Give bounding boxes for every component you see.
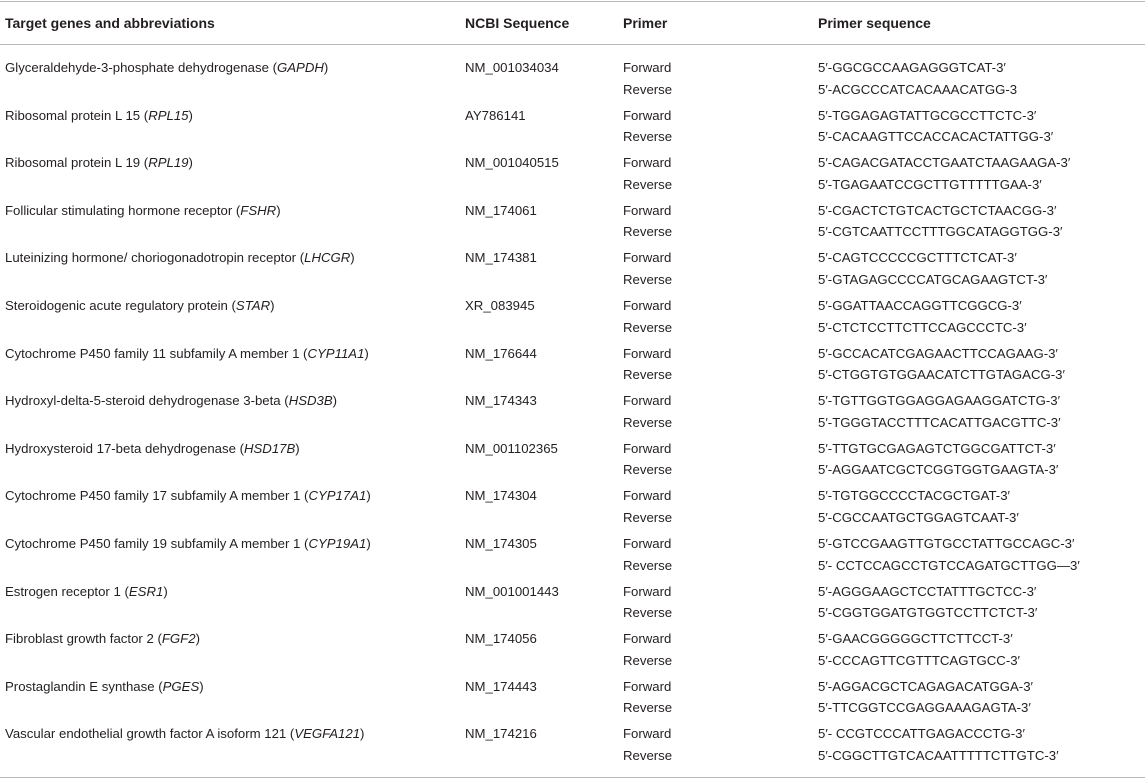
gene-full-name: Cytochrome P450 family 19 subfamily A member 1 ( — [5, 536, 309, 551]
gene-name — [5, 677, 204, 697]
primer-reverse-label: Reverse — [623, 224, 673, 240]
primer-reverse-label: Reverse — [623, 462, 673, 478]
gene-full-name: Ribosomal protein L 19 ( — [5, 155, 149, 171]
primer-forward-label: Forward — [623, 440, 672, 456]
gene-abbreviation: HSD3B — [288, 393, 333, 409]
primer-forward-label: Forward — [623, 298, 672, 313]
gene-full-name: Steroidogenic acute regulatory protein ( — [5, 298, 236, 313]
gene-name-close: ) — [332, 393, 338, 409]
table-row — [0, 439, 1145, 487]
table-row — [0, 629, 1145, 677]
reverse-primer-sequence: 5′-CACAAGTTCCACCACACTATTGG-3′ — [818, 129, 1054, 145]
gene-name-close: ) — [199, 678, 204, 694]
primer-forward-label: Forward — [623, 345, 672, 361]
table-row — [0, 153, 1145, 201]
gene-full-name: Cytochrome P450 family 11 subfamily A member 1 ( — [5, 345, 308, 361]
primer-forward-label: Forward — [623, 583, 672, 599]
header-primer: Primer — [623, 15, 668, 31]
primer-forward-label: Forward — [623, 393, 672, 409]
gene-full-name: Luteinizing hormone/ choriogonadotropin receptor ( — [5, 250, 305, 266]
primer-forward-label: Forward — [623, 488, 672, 504]
table-header-rule — [0, 44, 1145, 45]
primer-forward-label: Forward — [623, 60, 672, 75]
gene-full-name: Fibroblast growth factor 2 ( — [5, 631, 162, 647]
forward-primer-sequence: 5′-CGACTCTGTCACTGCTCTAACGG-3′ — [818, 202, 1057, 218]
gene-name — [5, 58, 328, 78]
ncbi-accession: XR_083945 — [465, 298, 535, 313]
table-row — [0, 248, 1145, 296]
gene-abbreviation: ESR1 — [128, 583, 164, 599]
gene-name — [5, 534, 371, 554]
forward-primer-sequence: 5′-TGTTGGTGGAGGAGAAGGATCTG-3′ — [818, 393, 1061, 409]
gene-name — [5, 582, 168, 602]
forward-primer-sequence: 5′-GAACGGGGGCTTCTTCCT-3′ — [818, 631, 1013, 647]
ncbi-accession: NM_001102365 — [465, 440, 558, 456]
ncbi-accession: NM_174056 — [465, 631, 537, 647]
primer-forward-label: Forward — [623, 631, 672, 647]
gene-name — [5, 724, 364, 744]
primer-reverse-label: Reverse — [623, 652, 673, 668]
header-target-genes: Target genes and abbreviations — [5, 15, 215, 31]
ncbi-accession: NM_174216 — [465, 726, 537, 742]
reverse-primer-sequence: 5′-CGCCAATGCTGGAGTCAAT-3′ — [818, 509, 1019, 525]
gene-name-close: ) — [188, 155, 193, 171]
reverse-primer-sequence: 5′-CCCAGTTCGTTTCAGTGCC-3′ — [818, 652, 1021, 668]
table-row — [0, 391, 1145, 439]
gene-full-name: Hydroxyl-delta-5-steroid dehydrogenase 3-beta ( — [5, 393, 289, 409]
gene-full-name: Vascular endothelial growth factor A isoform 121 ( — [5, 726, 295, 742]
gene-abbreviation: HSD17B — [243, 440, 296, 456]
table-top-rule — [0, 1, 1145, 2]
gene-name — [5, 344, 369, 364]
forward-primer-sequence: 5′-CAGTCCCCCGCTTTCTCAT-3′ — [818, 250, 1017, 266]
gene-name-close: ) — [360, 726, 365, 742]
forward-primer-sequence: 5′- CCGTCCCATTGAGACCCTG-3′ — [818, 726, 1025, 742]
forward-primer-sequence: 5′-GCCACATCGAGAACTTCCAGAAG-3′ — [818, 345, 1058, 361]
ncbi-accession: NM_174304 — [465, 488, 537, 504]
gene-name — [5, 486, 371, 506]
primer-forward-label: Forward — [623, 107, 672, 123]
gene-name-close: ) — [366, 488, 371, 504]
ncbi-accession: NM_001040515 — [465, 155, 559, 171]
gene-name-close: ) — [350, 250, 355, 266]
primer-reverse-label: Reverse — [623, 81, 673, 97]
gene-name-close: ) — [163, 583, 168, 599]
header-primer-sequence: Primer sequence — [818, 15, 931, 31]
gene-name — [5, 296, 275, 316]
gene-abbreviation: VEGFA121 — [294, 726, 361, 742]
gene-full-name: Hydroxysteroid 17-beta dehydrogenase ( — [5, 440, 244, 456]
primer-reverse-label: Reverse — [623, 605, 673, 621]
primer-reverse-label: Reverse — [623, 509, 673, 525]
gene-name — [5, 153, 193, 173]
gene-name-close: ) — [188, 107, 193, 123]
ncbi-accession: NM_174343 — [465, 393, 537, 409]
forward-primer-sequence: 5′-TGGAGAGTATTGCGCCTTCTC-3′ — [818, 107, 1037, 123]
reverse-primer-sequence: 5′-TGAGAATCCGCTTGTTTTTGAA-3′ — [818, 176, 1042, 192]
primer-reverse-label: Reverse — [623, 557, 673, 573]
gene-abbreviation: CYP11A1 — [307, 345, 365, 361]
table-row — [0, 201, 1145, 249]
gene-name-close: ) — [270, 298, 275, 313]
gene-abbreviation: LHCGR — [304, 250, 351, 266]
primer-reverse-label: Reverse — [623, 176, 673, 192]
table-row — [0, 582, 1145, 630]
reverse-primer-sequence: 5′-CGGTGGATGTGGTCCTTCTCT-3′ — [818, 605, 1038, 621]
primer-forward-label: Forward — [623, 536, 672, 551]
gene-name-close: ) — [295, 440, 300, 456]
gene-full-name: Follicular stimulating hormone receptor ( — [5, 202, 241, 218]
reverse-primer-sequence: 5′-CGGCTTGTCACAATTTTTCTTGTC-3′ — [818, 747, 1059, 763]
primer-reverse-label: Reverse — [623, 319, 673, 335]
primer-forward-label: Forward — [623, 155, 672, 171]
ncbi-accession: NM_176644 — [465, 345, 537, 361]
forward-primer-sequence: 5′-GGCGCCAAGAGGGTCAT-3′ — [818, 60, 1006, 75]
reverse-primer-sequence: 5′-TGGGTACCTTTCACATTGACGTTC-3′ — [818, 414, 1061, 430]
gene-name-close: ) — [364, 345, 369, 361]
ncbi-accession: NM_174061 — [465, 202, 537, 218]
gene-full-name: Glyceraldehyde-3-phosphate dehydrogenase ( — [5, 60, 277, 75]
forward-primer-sequence: 5′-AGGACGCTCAGAGACATGGA-3′ — [818, 678, 1033, 694]
gene-full-name: Prostaglandin E synthase ( — [5, 678, 163, 694]
gene-abbreviation: FGF2 — [161, 631, 196, 647]
gene-name-close: ) — [366, 536, 371, 551]
forward-primer-sequence: 5′-TGTGGCCCCTACGCTGAT-3′ — [818, 488, 1011, 504]
table-row — [0, 106, 1145, 154]
reverse-primer-sequence: 5′-GTAGAGCCCCATGCAGAAGTCT-3′ — [818, 271, 1048, 287]
ncbi-accession: AY786141 — [465, 107, 526, 123]
gene-name — [5, 629, 200, 649]
table-row — [0, 724, 1145, 772]
reverse-primer-sequence: 5′-TTCGGTCCGAGGAAAGAGTA-3′ — [818, 700, 1031, 716]
forward-primer-sequence: 5′-TTGTGCGAGAGTCTGGCGATTCT-3′ — [818, 440, 1056, 456]
primer-forward-label: Forward — [623, 250, 672, 266]
table-header-row — [0, 13, 1145, 33]
table-row — [0, 486, 1145, 534]
reverse-primer-sequence: 5′-CTCTCCTTCTTCCAGCCCTC-3′ — [818, 319, 1027, 335]
ncbi-accession: NM_174305 — [465, 536, 537, 551]
gene-abbreviation: RPL19 — [148, 155, 189, 171]
primer-reverse-label: Reverse — [623, 367, 673, 383]
reverse-primer-sequence: 5′-AGGAATCGCTCGGTGGTGAAGTA-3′ — [818, 462, 1059, 478]
table-row — [0, 344, 1145, 392]
table-row — [0, 534, 1145, 582]
gene-full-name: Estrogen receptor 1 ( — [5, 583, 129, 599]
forward-primer-sequence: 5′-AGGGAAGCTCCTATTTGCTCC-3′ — [818, 583, 1037, 599]
gene-name — [5, 106, 193, 126]
gene-name — [5, 439, 300, 459]
ncbi-accession: NM_174443 — [465, 678, 537, 694]
primer-reverse-label: Reverse — [623, 700, 673, 716]
reverse-primer-sequence: 5′- CCTCCAGCCTGTCCAGATGCTTGG—3′ — [818, 557, 1080, 573]
ncbi-accession: NM_001034034 — [465, 60, 559, 75]
primer-forward-label: Forward — [623, 202, 672, 218]
gene-name — [5, 391, 337, 411]
forward-primer-sequence: 5′-CAGACGATACCTGAATCTAAGAAGA-3′ — [818, 155, 1071, 171]
primer-reverse-label: Reverse — [623, 271, 673, 287]
primer-forward-label: Forward — [623, 726, 672, 742]
gene-abbreviation: STAR — [235, 298, 271, 313]
forward-primer-sequence: 5′-GTCCGAAGTTGTGCCTATTGCCAGC-3′ — [818, 536, 1075, 551]
primer-reverse-label: Reverse — [623, 414, 673, 430]
table-bottom-rule — [0, 777, 1145, 778]
primer-reverse-label: Reverse — [623, 747, 673, 763]
primer-reverse-label: Reverse — [623, 129, 673, 145]
gene-name — [5, 201, 281, 221]
reverse-primer-sequence: 5′-CGTCAATTCCTTTGGCATAGGTGG-3′ — [818, 224, 1063, 240]
gene-full-name: Cytochrome P450 family 17 subfamily A member 1 ( — [5, 488, 309, 504]
header-ncbi-sequence: NCBI Sequence — [465, 15, 570, 31]
primer-forward-label: Forward — [623, 678, 672, 694]
table-row — [0, 296, 1145, 344]
gene-abbreviation: RPL15 — [148, 107, 189, 123]
gene-abbreviation: PGES — [162, 678, 200, 694]
gene-name-close: ) — [195, 631, 200, 647]
gene-abbreviation: CYP19A1 — [308, 536, 367, 551]
gene-name-close: ) — [323, 60, 329, 75]
forward-primer-sequence: 5′-GGATTAACCAGGTTCGGCG-3′ — [818, 298, 1022, 313]
gene-abbreviation: FSHR — [240, 202, 277, 218]
gene-full-name: Ribosomal protein L 15 ( — [5, 107, 149, 123]
table-row — [0, 677, 1145, 725]
gene-abbreviation: GAPDH — [277, 60, 324, 75]
ncbi-accession: NM_001001443 — [465, 583, 559, 599]
reverse-primer-sequence: 5′-ACGCCCATCACAAACATGG-3 — [818, 81, 1018, 97]
gene-name-close: ) — [276, 202, 281, 218]
gene-abbreviation: CYP17A1 — [308, 488, 367, 504]
gene-name — [5, 248, 355, 268]
table-row — [0, 58, 1145, 106]
ncbi-accession: NM_174381 — [465, 250, 537, 266]
reverse-primer-sequence: 5′-CTGGTGTGGAACATCTTGTAGACG-3′ — [818, 367, 1065, 383]
